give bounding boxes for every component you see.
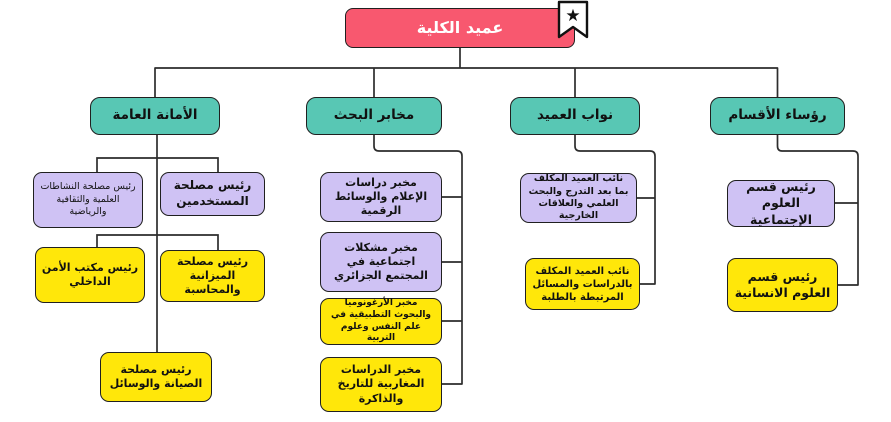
- branch-vice-deans: نواب العميد: [510, 97, 640, 135]
- node-maintenance-means-head: رئيس مصلحة الصيانة والوسائل: [100, 352, 212, 402]
- star-icon: ★: [565, 6, 581, 26]
- node-ergonomics-lab: مخبر الأرغونوميا والبحوث التطبيقية في علم النفس وعلوم التربية: [320, 298, 442, 345]
- node-humanities-dept-head: رئيس قسم العلوم الانسانية: [727, 258, 838, 312]
- node-media-studies-lab: مخبر دراسات الإعلام والوسائط الرقمية: [320, 172, 442, 222]
- node-vice-dean-studies: نائب العميد المكلف بالدراسات والمسائل المرتبطة بالطلبة: [525, 258, 640, 310]
- node-internal-security-head: رئيس مكتب الأمن الداخلي: [35, 247, 145, 303]
- node-budget-accounting-head: رئيس مصلحة الميزانية والمحاسبة: [160, 250, 265, 302]
- node-vice-dean-postgrad: نائب العميد المكلف بما بعد التدرج والبحث العلمي والعلاقات الخارجية: [520, 173, 637, 223]
- branch-research-labs: مخابر البحث: [306, 97, 442, 135]
- branch-general-secretariat: الأمانة العامة: [90, 97, 220, 135]
- node-maghreb-studies-lab: مخبر الدراسات المغاربية للتاريخ والذاكرة: [320, 357, 442, 412]
- bookmark-badge: [556, 0, 590, 40]
- node-dean: عميد الكلية: [345, 8, 575, 48]
- node-social-sciences-dept-head: رئيس قسم العلوم الإجتماعية: [727, 180, 835, 227]
- node-personnel-service-head: رئيس مصلحة المستخدمين: [160, 172, 265, 216]
- branch-department-heads: رؤساء الأقسام: [710, 97, 845, 135]
- node-social-problems-lab: مخبر مشكلات اجتماعية في المجتمع الجزائري: [320, 232, 442, 292]
- node-activities-service-head: رئيس مصلحة النشاطات العلمية والثقافية والرياضية: [33, 172, 143, 228]
